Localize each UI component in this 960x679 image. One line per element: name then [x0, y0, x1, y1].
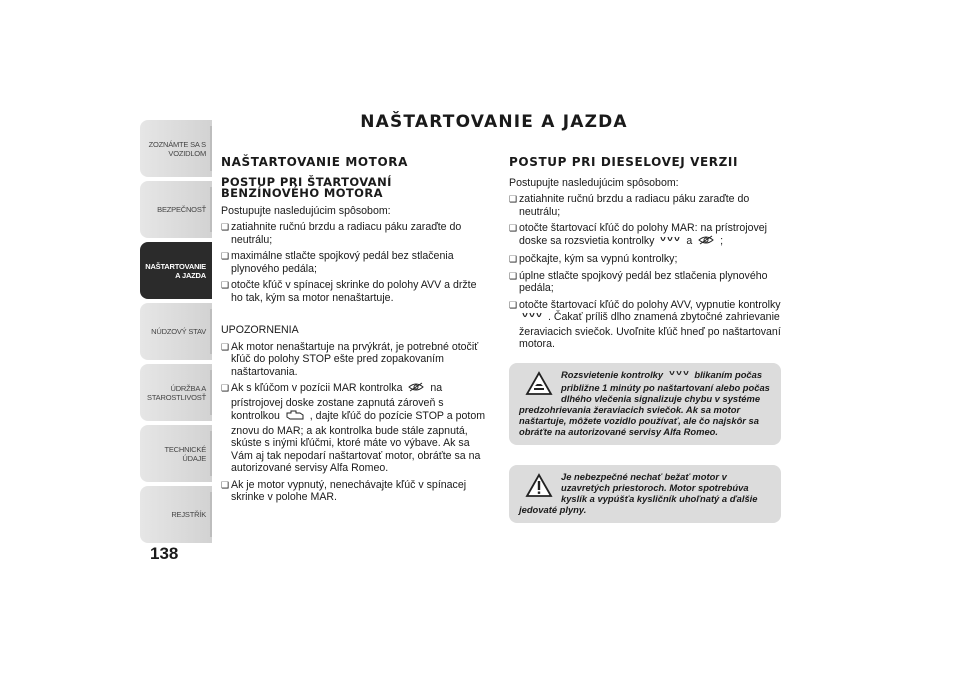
list-item: ❑ otočte kľúč v spínacej skrinke do polohy AVV a držte ho tak, kým sa motor nenaštartuje. — [221, 279, 491, 304]
tab-label: BEZPEČNOSŤ — [157, 205, 206, 214]
tab-nastartovanie[interactable] — [140, 242, 212, 299]
warning-text: Je nebezpečné nechať bežať motor v uzavretých priestoroch. Motor spotrebúva kyslík a vypúšťa kysličník uhoľnatý a ďalšie jedovaté plyny. — [519, 470, 758, 515]
step-text: a — [686, 234, 693, 247]
page-number: 138 — [150, 544, 179, 563]
list-item: ❑ počkajte, kým sa vypnú kontrolky; — [509, 253, 781, 266]
tab-label: ZOZNÁMTE SA S VOZIDLOM — [148, 139, 206, 158]
tab-zoznamte-sa[interactable] — [140, 120, 212, 177]
list-item: ❑ zatiahnite ručnú brzdu a radiacu páku zaraďte do neutrálu; — [221, 221, 491, 246]
notices-list — [221, 341, 491, 504]
subsection-heading: POSTUP PRI ŠTARTOVANÍ BENZÍNOVÉHO MOTORA — [221, 174, 392, 200]
tab-technicke-udaje[interactable] — [140, 425, 212, 482]
warning-box — [509, 465, 781, 523]
warning-triangle-icon — [525, 473, 553, 499]
list-item: ❑ úplne stlačte spojkový pedál bez stlačenia plynového pedála; — [509, 270, 781, 295]
tab-label: REJSTŘÍK — [171, 510, 206, 519]
left-column — [221, 156, 491, 512]
section-heading: POSTUP PRI DIESELOVEJ VERZII — [509, 155, 739, 169]
section-heading: NAŠTARTOVANIE MOTORA — [221, 155, 408, 169]
glow-plug-icon — [521, 311, 543, 326]
list-item: ❑ zatiahnite ručnú brzdu a radiacu páku zaraďte do neutrálu; — [509, 193, 781, 218]
page-title: NAŠTARTOVANIE A JAZDA — [360, 112, 628, 132]
tab-label: NAŠTARTOVANIE A JAZDA — [145, 261, 206, 280]
list-item — [221, 382, 491, 475]
caution-text: blikaním počas približne 1 minúty po naštartovaní alebo počas dlhého vlečenia signalizuje chybu v systéme predzohrievania žeraviacich sviečok. Ak sa motor naštartuje, môžete vozidlo používať, ale čo najskôr sa obráťte na autorizované servisy Alfa Romeo. — [519, 368, 770, 437]
engine-check-icon — [285, 409, 305, 425]
tab-label: TECHNICKÉ ÚDAJE — [164, 444, 206, 463]
notice-text: Ak s kľúčom v pozícii MAR kontrolka — [231, 382, 403, 394]
tab-rejstrik[interactable] — [140, 486, 212, 543]
caution-text: Rozsvietenie kontrolky — [561, 368, 664, 380]
intro-text: Postupujte nasledujúcim spôsobom: — [221, 204, 391, 217]
step-text: otočte štartovací kľúč do polohy AVV, vypnutie kontrolky — [519, 298, 781, 311]
tab-udrzba[interactable] — [140, 364, 212, 421]
steps-list — [221, 221, 491, 304]
right-column — [509, 156, 781, 523]
tab-bezpecnost[interactable] — [140, 181, 212, 238]
immobilizer-key-icon — [697, 235, 715, 250]
step-text: otočte štartovací kľúč do polohy MAR: na prístrojovej doske sa rozsvietia kontrolky — [519, 222, 768, 247]
notice-text: , dajte kľúč do pozície STOP a potom znovu do MAR; a ak kontrolka bude stále zapnutá, skúste s inými kľúčmi, ktoré máte vo výbave. Ak sa Vám aj tak nepodarí naštartovať motor, obráťte sa na autorizované servisy Alfa Romeo. — [231, 410, 486, 474]
glow-plug-icon — [659, 235, 681, 250]
step-text: ; — [720, 234, 724, 247]
list-item: ❑ Ak motor nenaštartuje na prvýkrát, je potrebné otočiť kľúč do polohy STOP ešte pred zopakovaním naštartovania. — [221, 341, 491, 379]
tab-label: ÚDRŽBA A STAROSTLIVOSŤ — [147, 383, 206, 402]
diesel-steps-list — [509, 193, 781, 351]
immobilizer-key-icon — [407, 382, 425, 397]
list-item — [509, 299, 781, 351]
glow-plug-icon — [668, 369, 690, 382]
tab-label: NÚDZOVÝ STAV — [151, 327, 206, 336]
list-item: ❑ Ak je motor vypnutý, nenechávajte kľúč v spínacej skrinke v polohe MAR. — [221, 479, 491, 504]
caution-vehicle-icon — [525, 371, 553, 397]
tab-nudzovy-stav[interactable] — [140, 303, 212, 360]
notice-text: na prístrojovej doske zostane zapnutá zároveň s kontrolkou — [231, 382, 444, 422]
step-text: . Čakať príliš dlho znamená zbytočné zahrievanie žeraviacich sviečok. Uvoľnite kľúč hneď po naštartovaní motora. — [519, 311, 781, 350]
list-item — [509, 222, 781, 249]
notice-title: UPOZORNENIA — [221, 324, 299, 336]
caution-box — [509, 363, 781, 445]
list-item: ❑ maximálne stlačte spojkový pedál bez stlačenia plynového pedála; — [221, 250, 491, 275]
intro-text: Postupujte nasledujúcim spôsobom: — [509, 176, 679, 189]
section-tabs — [140, 120, 212, 547]
